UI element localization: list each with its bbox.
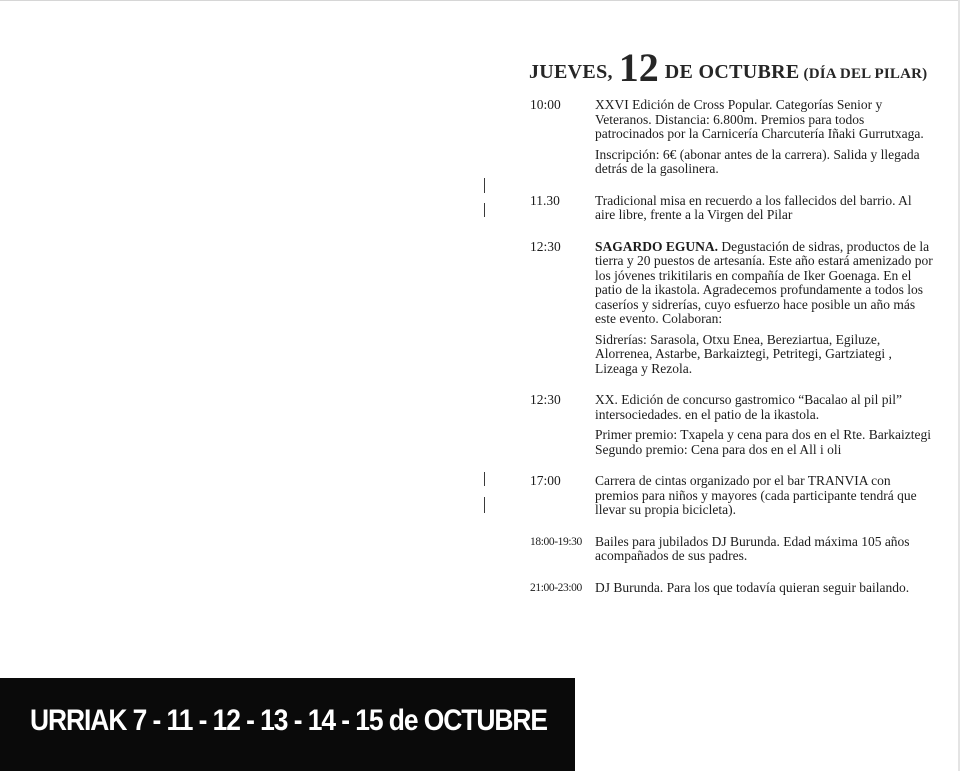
event-time: 10:00 — [530, 97, 561, 112]
event-paragraph — [595, 474, 935, 518]
event-paragraph — [595, 535, 935, 564]
event-paragraph — [595, 581, 935, 596]
event-text: Primer premio: Txapela y cena para dos en el Rte. Barkaiztegi Segundo premio: Cena para dos en el All i oli — [595, 427, 931, 457]
event-time: 11.30 — [530, 192, 560, 208]
heading-day: JUEVES, — [529, 61, 613, 83]
top-scan-edge — [0, 0, 960, 1]
event-paragraph — [595, 333, 935, 377]
dates-banner-text: URRIAK 7 - 11 - 12 - 13 - 14 - 15 de OCTUBRE — [30, 704, 547, 737]
event-text: XX. Edición de concurso gastromico “Bacalao al pil pil” intersociedades. en el patio de la ikastola. — [595, 392, 903, 422]
event-text: Bailes para jubilados DJ Burunda. Edad máxima 105 años acompañados de sus padres. — [595, 533, 910, 563]
event-item — [530, 581, 935, 596]
fold-mark-lower-2 — [484, 497, 485, 513]
heading-day-number: 12 — [618, 45, 659, 90]
event-item — [530, 535, 935, 564]
heading-month: DE OCTUBRE — [664, 61, 800, 83]
event-paragraph — [595, 194, 935, 223]
event-schedule — [530, 98, 935, 612]
event-item — [530, 240, 935, 377]
event-description — [595, 240, 935, 377]
fold-mark-lower-1 — [484, 472, 485, 486]
event-text: Tradicional misa en recuerdo a los fallecidos del barrio. Al aire libre, frente a la Virgen del Pilar — [595, 192, 912, 222]
event-time: 17:00 — [530, 473, 561, 488]
event-time: 12:30 — [530, 392, 561, 407]
event-lead-title: SAGARDO EGUNA. — [595, 238, 719, 254]
event-description — [595, 535, 935, 564]
heading-note: (DÍA DEL PILAR) — [803, 66, 928, 82]
fold-mark-upper-1 — [484, 178, 485, 193]
event-item — [530, 393, 935, 457]
event-item — [530, 474, 935, 518]
event-paragraph — [595, 148, 935, 177]
fold-mark-upper-2 — [484, 203, 485, 217]
event-time: 18:00-19:30 — [530, 535, 582, 548]
event-text: Carrera de cintas organizado por el bar TRANVIA con premios para niños y mayores (cada participante tendrá que llevar su propia bicicleta). — [595, 473, 917, 517]
event-description — [595, 393, 935, 457]
event-text: XXVI Edición de Cross Popular. Categorías Senior y Veteranos. Distancia: 6.800m. Premios para todos patrocinados por la Carnicería Charcutería Iñaki Gurrutxaga. — [595, 97, 924, 141]
event-paragraph — [595, 428, 935, 457]
day-heading — [529, 45, 949, 90]
event-paragraph — [595, 98, 935, 142]
dates-banner — [0, 678, 575, 771]
event-text: DJ Burunda. Para los que todavía quieran seguir bailando. — [595, 579, 910, 595]
event-description — [595, 581, 935, 596]
event-time: 12:30 — [530, 238, 561, 254]
event-paragraph — [595, 393, 935, 422]
event-time: 21:00-23:00 — [530, 581, 582, 594]
event-text: Sidrerías: Sarasola, Otxu Enea, Bereziartua, Egiluze, Alorrenea, Astarbe, Barkaiztegi, Petritegi, Gartziategi , Lizeaga y Rezola. — [595, 331, 892, 376]
event-description — [595, 474, 935, 518]
event-item — [530, 194, 935, 223]
event-text: Inscripción: 6€ (abonar antes de la carrera). Salida y llegada detrás de la gasolinera. — [595, 146, 920, 176]
event-text: Degustación de sidras, productos de la tierra y 20 puestos de artesanía. Este año estará amenizado por los jóvenes trikitilaris en compañía de Iker Goenaga. En el patio de la ikastola. Agradecemos profundamente a todos los caseríos y sidrerías, cuyo esfuerzo hace posible un año más este evento. Colaboran: — [595, 238, 933, 326]
event-description — [595, 98, 935, 177]
event-item — [530, 98, 935, 177]
event-description — [595, 194, 935, 223]
event-paragraph — [595, 240, 935, 327]
